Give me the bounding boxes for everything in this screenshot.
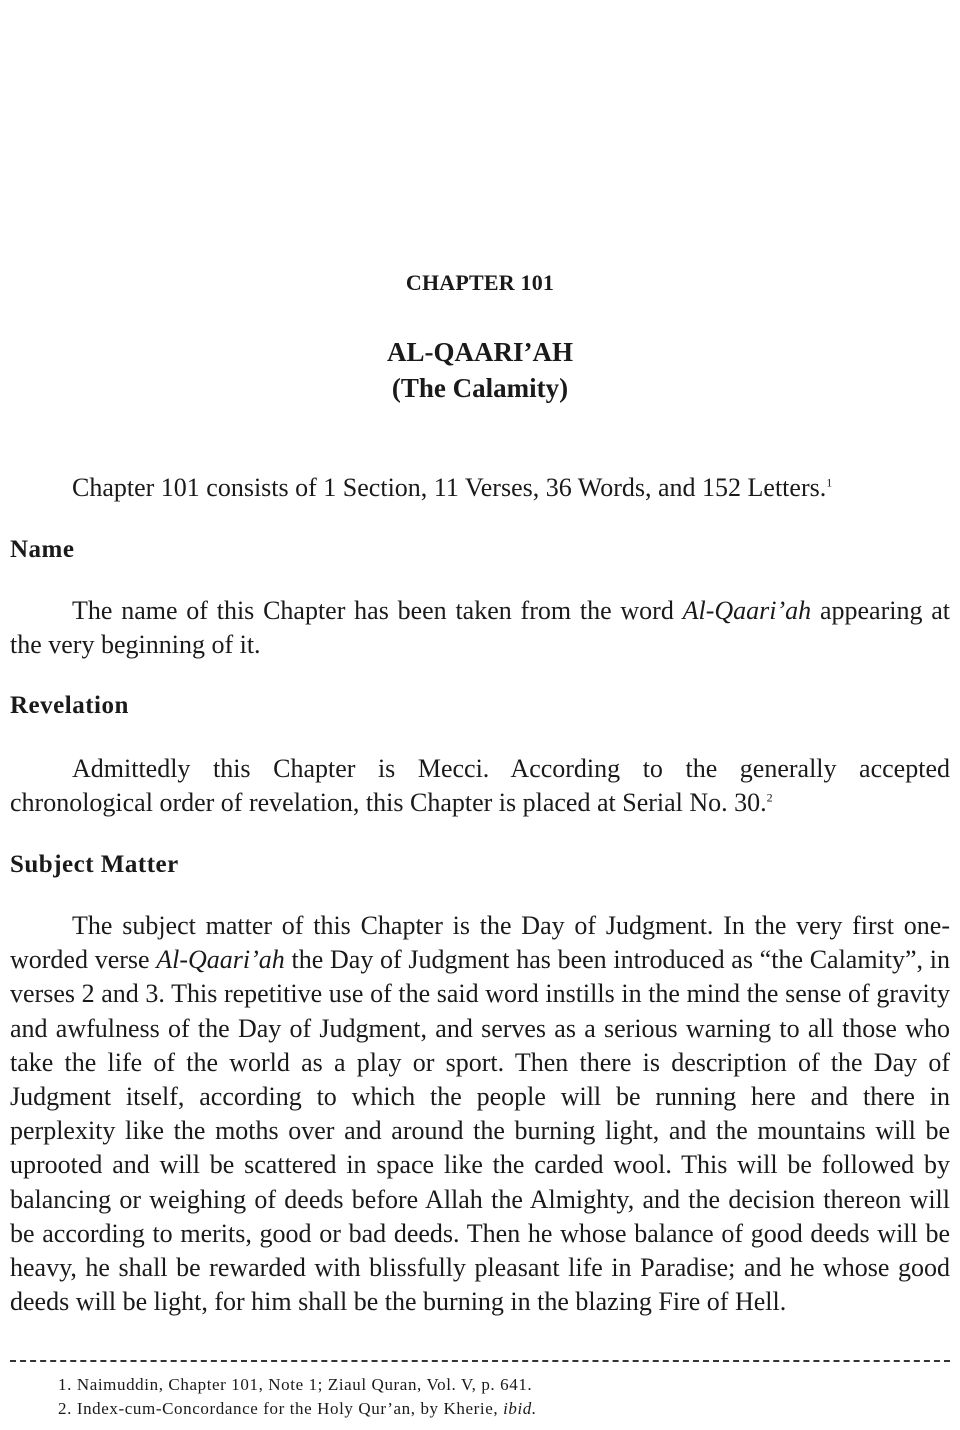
footnote-1 [58,1373,537,1397]
heading-name: Name [10,536,75,563]
name-italic-term: Al-Qaari’ah [682,596,812,625]
chapter-title-arabic: AL-QAARI’AH [387,337,573,367]
footnote-number: 1. [58,1375,72,1394]
subject-italic-term: Al-Qaari’ah [156,945,285,975]
chapter-title [10,334,950,406]
subject-text-after: the Day of Judgment has been introduced as “the Calamity”, in verses 2 and 3. This repetitive use of the said word instills in the mind the sense of gravity and awfulness of the Day of Judgment, and serves as a serious warning to all those who take the life of the world as a play or sport. Then there is description of the Day of Judgment itself, according to which the people will be running here and there in perplexity like the moths over and around the burning light, and the mountains will be uprooted and will be scattered in space like the carded wool. This will be followed by balancing or weighing of deeds before Allah the Almighty, and the decision thereon will be according to merits, good or bad deeds. Then he whose balance of good deeds will be heavy, he shall be rewarded with blissfully pleasant life in Paradise; and he whose good deeds will be light, for him shall be the burning in the blazing Fire of Hell. [10,945,950,1317]
footnote-text: Naimuddin, Chapter 101, Note 1; Ziaul Quran, Vol. V, p. 641. [76,1375,533,1394]
chapter-number: CHAPTER 101 [405,270,555,295]
footnote-italic: ibid. [503,1399,537,1418]
intro-paragraph [10,471,950,505]
footnote-divider [10,1360,950,1362]
heading-subject-matter: Subject Matter [10,851,179,878]
intro-text: Chapter 101 consists of 1 Section, 11 Verses, 36 Words, and 152 Letters. [72,473,827,502]
footnote-text: Index-cum-Concordance for the Holy Qur’an, by Kherie, [76,1399,504,1418]
footnote-ref-1: 1 [826,475,833,490]
name-text-before: The name of this Chapter has been taken from the word [72,596,683,625]
heading-revelation: Revelation [10,692,129,719]
footnote-2 [58,1397,537,1421]
revelation-paragraph [10,752,950,820]
revelation-text: Admittedly this Chapter is Mecci. According to the generally accepted chronological order of revelation, this Chapter is placed at Serial No. 30. [10,754,950,818]
subject-text-before: The subject matter of this Chapter is the Day of Judgment. In the very first one-worded verse [10,911,950,975]
footnote-number: 2. [58,1399,72,1418]
chapter-title-english: (The Calamity) [391,373,569,403]
footnotes [58,1373,537,1421]
name-paragraph [10,594,950,662]
subject-paragraph [10,909,950,1319]
footnote-ref-2: 2 [766,790,773,805]
name-text-after: appearing at the very beginning of it. [10,596,950,660]
